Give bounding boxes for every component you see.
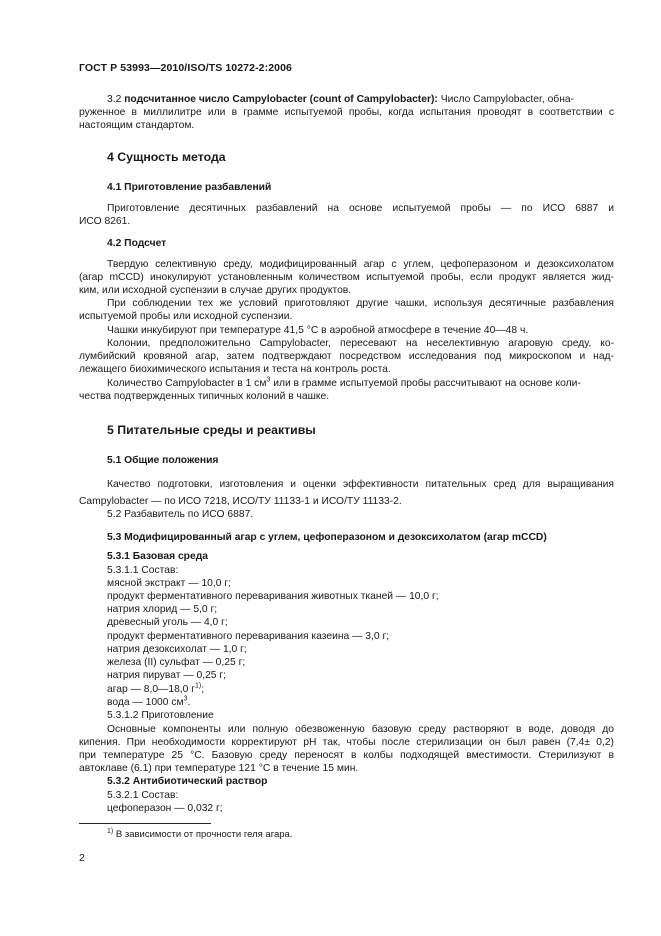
- text-run: Количество Campylobacter в 1 см: [107, 378, 267, 389]
- footnote-separator: [79, 823, 211, 824]
- section-5-title: 5 Питательные среды и реактивы: [107, 423, 316, 437]
- superscript: 3: [266, 376, 271, 384]
- paragraph-4-2-3: Чашки инкубируют при температуре 41,5 °С в аэробной атмосфере в течение 40—48 ч.: [107, 325, 529, 336]
- paragraph-4-2-5-line-2: чества подтвержденных типичных колоний в чашке.: [79, 391, 330, 402]
- subclause-5-3-2-1: 5.3.2.1 Состав:: [107, 790, 179, 801]
- list-item: мясной экстракт — 10,0 г;: [107, 578, 231, 589]
- footnote-text: В зависимости от прочности геля агара.: [113, 829, 293, 840]
- section-5-3-title: 5.3 Модифицированный агар с углем, цефоперазоном и дезоксихолатом (агар mCCD): [107, 532, 547, 543]
- list-item: продукт ферментативного переваривания казеина — 3,0 г;: [107, 631, 390, 642]
- term-3-2-line-3: настоящим стандартом.: [79, 120, 195, 131]
- paragraph-4-2-4-line-3: лежащего биохимического испытания и теста на контроль роста.: [79, 364, 391, 375]
- paragraph-5-1-line-2: Campylobacter — по ИСО 7218, ИСО/ТУ 11133-1 и ИСО/ТУ 11133-2.: [79, 496, 402, 507]
- text-run: агар — 8,0—18,0 г: [107, 684, 195, 695]
- section-4-title: 4 Сущность метода: [107, 150, 226, 164]
- preparation-line-3: при температуре 25 °С. Базовую среду переносят в колбы подходящей вместимости. Стерилизуют в: [79, 750, 614, 761]
- paragraph-4-2-2-line-2: испытуемой пробы или исходной суспензии.: [79, 311, 293, 322]
- preparation-line-4: автоклаве (6.1) при температуре 121 °С в течение 15 мин.: [79, 763, 359, 774]
- section-5-3-2-title: 5.3.2 Антибиотический раствор: [107, 776, 268, 787]
- list-item: древесный уголь — 4,0 г;: [107, 617, 228, 628]
- section-5-3-1-title: 5.3.1 Базовая среда: [107, 551, 208, 562]
- preparation-line-1: Основные компоненты или полную обезвоженную базовую среду растворяют в воде, доводя до: [107, 724, 614, 735]
- list-item-cefoperazone: цефоперазон — 0,032 г;: [107, 803, 223, 814]
- subclause-5-3-1-1: 5.3.1.1 Состав:: [107, 565, 179, 576]
- paragraph-4-2-5-line-1: [107, 377, 581, 390]
- paragraph-4-1-line-2: ИСО 8261.: [79, 216, 131, 227]
- text-run: ;: [201, 684, 205, 695]
- paragraph-4-2-1-line-1: Твердую селективную среду, модифицированный агар с углем, цефоперазоном и дезоксихолатом: [107, 259, 614, 270]
- paragraph-4-2-1-line-3: ким, или исходной суспензии в случае других продуктов.: [79, 285, 352, 296]
- list-item: продукт ферментативного переваривания животных тканей — 10,0 г;: [107, 591, 439, 602]
- term-3-2-line-2: руженное в миллилитре или в грамме испытуемой пробы, когда испытания проводят в соответствии с: [79, 107, 614, 118]
- list-item: натрия пируват — 0,25 г;: [107, 670, 227, 681]
- section-5-1-title: 5.1 Общие положения: [107, 455, 219, 466]
- clause-number: 3.2: [107, 94, 122, 105]
- term-text: Число Campylobacter, обна-: [440, 94, 575, 105]
- preparation-line-2: кипения. При необходимости корректируют рН так, чтобы после стерилизации он был равен (7,4± 0,2): [79, 737, 614, 748]
- subclause-5-3-1-2: 5.3.1.2 Приготовление: [107, 710, 214, 721]
- list-item: натрия дезоксихолат — 1,0 г;: [107, 644, 247, 655]
- term-title: подсчитанное число Campylobacter (count of Campylobacter):: [124, 94, 438, 105]
- paragraph-5-2: 5.2 Разбавитель по ИСО 6887.: [107, 509, 254, 520]
- paragraph-4-2-1-line-2: (агар mCCD) инокулируют установленным количеством испытуемой пробы, если продукт является жид-: [79, 272, 614, 283]
- paragraph-4-1-line-1: Приготовление десятичных разбавлений на основе испытуемой пробы — по ИСО 6887 и: [107, 203, 614, 214]
- paragraph-4-2-2-line-1: При соблюдении тех же условий приготовляют другие чашки, используя десятичные разбавления: [107, 298, 614, 309]
- list-item-water: [107, 696, 190, 709]
- list-item: натрия хлорид — 5,0 г;: [107, 604, 218, 615]
- superscript: 3: [183, 695, 188, 703]
- text-run: вода — 1000 см: [107, 697, 184, 708]
- page-header: ГОСТ Р 53993—2010/ISO/TS 10272-2:2006: [79, 62, 292, 74]
- list-item-agar: [107, 683, 204, 696]
- footnote-reference: 1): [195, 682, 202, 690]
- page-number: 2: [79, 852, 85, 864]
- text-run: .: [187, 697, 191, 708]
- section-4-2-title: 4.2 Подсчет: [107, 238, 167, 249]
- paragraph-4-2-4-line-2: лумбийский кровяной агар, затем подтверждают посредством исследования под микроскопом и над-: [79, 351, 614, 362]
- section-4-1-title: 4.1 Приготовление разбавлений: [107, 182, 272, 193]
- paragraph-5-1-line-1: Качество подготовки, изготовления и оценки эффективности питательных сред для выращивания: [107, 479, 614, 490]
- paragraph-4-2-4-line-1: Колонии, предположительно Campylobacter, пересевают на неселективную агаровую среду, ко-: [107, 338, 614, 349]
- text-run: или в грамме испытуемой пробы рассчитывают на основе коли-: [270, 378, 581, 389]
- footnote: [107, 829, 292, 840]
- term-3-2-line-1: [107, 93, 574, 106]
- list-item: железа (II) сульфат — 0,25 г;: [107, 657, 246, 668]
- footnote-mark: 1): [107, 827, 114, 835]
